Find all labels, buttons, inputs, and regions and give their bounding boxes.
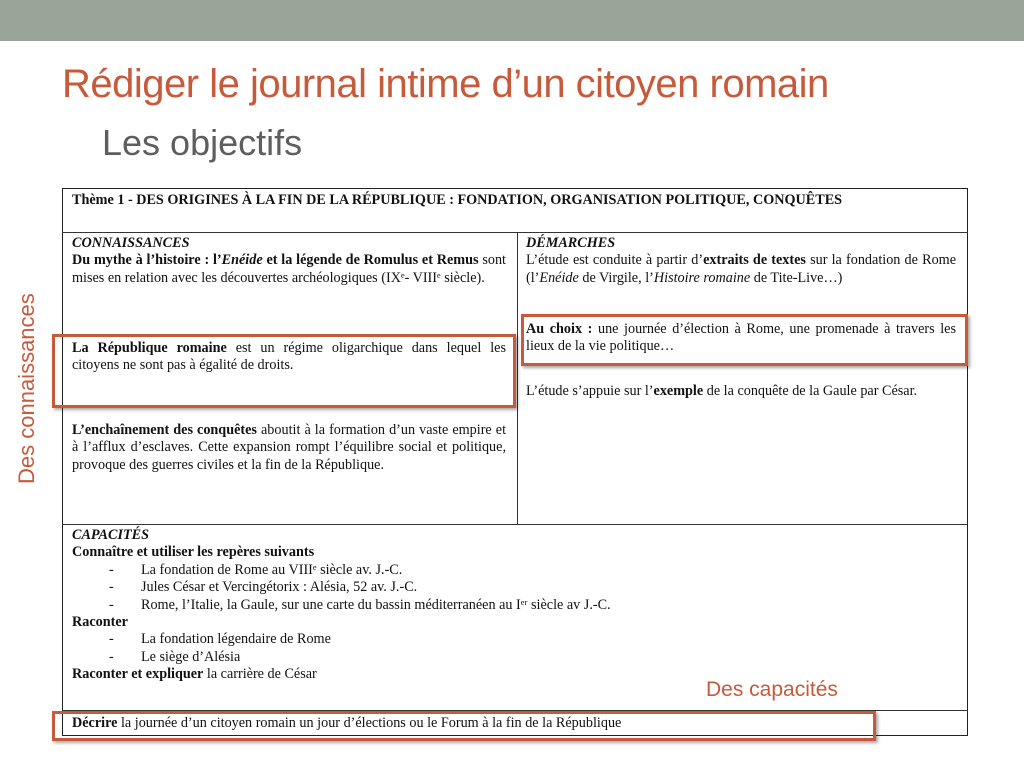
republique-bold: La République romaine — [72, 340, 227, 356]
capacites-heading: CAPACITÉS — [72, 527, 150, 543]
exemple-paragraph — [526, 383, 956, 400]
list-item: - Le siège d’Alésia — [72, 649, 956, 666]
au-choix-rest: une journée d’élection à Rome, une promenade à travers les lieux de la vie politique… — [526, 321, 956, 355]
p1-rest: sont mises en relation avec les découvertes archéologiques (IXᵉ- VIIIᵉ siècle). — [72, 252, 507, 286]
conquetes-paragraph — [72, 422, 506, 474]
column-divider — [517, 232, 518, 524]
highlight-au-choix — [521, 314, 968, 366]
p1-bold-italic: Enéide — [221, 252, 263, 269]
highlight-decrire — [52, 711, 876, 741]
divider — [62, 524, 968, 525]
connaissances-heading: CONNAISSANCES — [72, 235, 190, 251]
demarches-heading: DÉMARCHES — [526, 235, 616, 251]
text-run: L’étude s’appuie sur l’ — [526, 383, 654, 399]
list-item: - Rome, l’Italie, la Gaule, sur une carte du bassin méditerranéen au Iᵉʳ siècle av J.-C. — [72, 597, 956, 614]
conquetes-bold: L’enchaînement des conquêtes — [72, 422, 257, 438]
program-document — [62, 188, 968, 736]
connaissances-side-label: Des connaissances — [14, 293, 39, 484]
raconter-list — [72, 631, 956, 666]
list-item: - La fondation légendaire de Rome — [72, 631, 956, 648]
text-run: de Virgile, l’ — [578, 269, 654, 286]
text-run: la carrière de César — [203, 666, 317, 683]
p1-bold-a: Du mythe à l’histoire : l’ — [72, 252, 222, 269]
p1-bold-b: et la légende de Romulus et Remus — [262, 252, 479, 269]
demarches-p1 — [526, 252, 956, 287]
republique-rest: est un régime oligarchique dans lequel les citoyens ne sont pas à égalité de droits. — [72, 340, 506, 374]
text-run: sur la fondation de Rome (l’ — [526, 252, 956, 286]
decrire-bold: Décrire — [72, 715, 118, 731]
text-run-bold: extraits de textes — [703, 252, 806, 269]
raconter-heading: Raconter — [72, 614, 128, 631]
text-run: de Tite-Live…) — [750, 269, 843, 286]
au-choix-bold: Au choix : — [526, 321, 593, 337]
capacites-cell — [72, 527, 956, 684]
reperes-heading: Connaître et utiliser les repères suivants — [72, 544, 315, 561]
connaissances-cell — [72, 235, 506, 287]
text-run: L’étude est conduite à partir d’ — [526, 252, 704, 269]
demarches-cell — [526, 235, 956, 287]
connaissances-p1 — [72, 252, 506, 287]
text-run-italic: Enéide — [539, 269, 579, 286]
reperes-list — [72, 562, 956, 614]
list-item: - Jules César et Vercingétorix : Alésia, 52 av. J.-C. — [72, 579, 956, 596]
divider — [62, 232, 968, 233]
top-banner — [0, 0, 1024, 41]
text-run: de la conquête de la Gaule par César. — [703, 383, 918, 399]
list-item: - La fondation de Rome au VIIIᵉ siècle av. J.-C. — [72, 562, 956, 579]
slide-subtitle: Les objectifs — [102, 122, 303, 163]
text-run: la journée d’un citoyen romain un jour d’élections ou le Forum à la fin de la République — [117, 715, 622, 731]
text-run-italic: Histoire romaine — [653, 269, 751, 286]
exemple-bold: exemple — [653, 383, 704, 399]
raconter-expliquer-bold: Raconter et expliquer — [72, 666, 204, 683]
capacites-label: Des capacités — [706, 678, 838, 701]
theme-heading: Thème 1 - DES ORIGINES À LA FIN DE LA RÉPUBLIQUE : FONDATION, ORGANISATION POLITIQUE, CONQUÊTES — [72, 192, 843, 208]
slide-title: Rédiger le journal intime d’un citoyen romain — [62, 62, 829, 106]
conquetes-rest: aboutit à la formation d’un vaste empire et à l’afflux d’esclaves. Cette expansion rompt l’équilibre social et politique, provoque des guerres civiles et la fin de la République. — [72, 422, 507, 473]
highlight-republique — [52, 334, 516, 408]
